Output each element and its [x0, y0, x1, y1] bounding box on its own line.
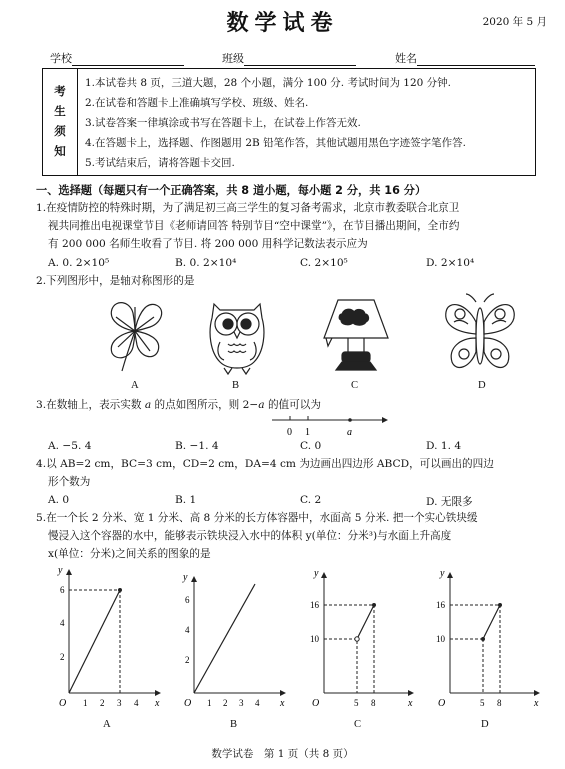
- q1-option-c: C. 2×10⁵: [300, 257, 348, 269]
- q5-label-a: A: [103, 719, 111, 730]
- exam-date: 2020 年 5 月: [482, 16, 547, 28]
- svg-text:y: y: [58, 565, 63, 576]
- svg-text:2: 2: [185, 655, 190, 665]
- svg-text:5: 5: [480, 698, 485, 708]
- notice-item: 2.在试卷和答题卡上准确填写学校、班级、姓名.: [85, 97, 309, 109]
- notice-label-char: 知: [54, 144, 66, 158]
- q5-label-c: C: [354, 719, 362, 730]
- q5-label-b: B: [230, 719, 238, 730]
- notice-item: 4.在答题卡上，选择题、作图题用 2B 铅笔作答，其他试题用黑色字迹签字笔作答.: [85, 137, 466, 149]
- q2-label-b: B: [232, 380, 240, 391]
- notice-item: 1.本试卷共 8 页，三道大题，28 个小题，满分 100 分. 考试时间为 120 分钟.: [85, 77, 452, 89]
- svg-text:2: 2: [100, 698, 105, 708]
- svg-text:y: y: [314, 568, 319, 579]
- q1-option-d: D. 2×10⁴: [426, 257, 475, 269]
- notice-item: 3.试卷答案一律填涂或书写在答题卡上，在试卷上作答无效.: [85, 117, 361, 129]
- notice-label-char: 生: [54, 104, 66, 118]
- notice-label-char: 须: [54, 124, 66, 138]
- notice-label: [43, 69, 78, 175]
- svg-text:10: 10: [436, 634, 445, 644]
- number-line-tick: 1: [305, 427, 310, 438]
- lamp-icon: [318, 294, 394, 376]
- svg-text:2: 2: [60, 652, 65, 662]
- svg-text:y: y: [183, 572, 188, 583]
- q4-option-c: C. 2: [300, 494, 322, 506]
- svg-text:3: 3: [239, 698, 244, 708]
- svg-text:16: 16: [310, 600, 319, 610]
- q2-stem: 2.下列图形中，是轴对称图形的是: [36, 275, 195, 287]
- candidate-notice-box: [42, 68, 536, 176]
- q5-stem-line: 慢浸入这个容器的水中，能够表示铁块浸入水中的体积 y(单位：分米³)与水面上升高度: [48, 530, 452, 542]
- q1-stem-line: 有 200 000 名师生收看了节目. 将 200 000 用科学记数法表示应为: [48, 238, 368, 250]
- q1-stem-line: 1.在疫情防控的特殊时期，为了满足初三高三学生的复习备考需求，北京市教委联合北京卫: [36, 202, 460, 214]
- q3-option-b: B. −1. 4: [175, 440, 219, 452]
- q3-option-d: D. 1. 4: [426, 440, 462, 452]
- notice-label-char: 考: [54, 84, 66, 98]
- q3-option-c: C. 0: [300, 440, 322, 452]
- svg-text:5: 5: [354, 698, 359, 708]
- svg-text:3: 3: [117, 698, 122, 708]
- q1-option-a: A. 0. 2×10⁵: [48, 257, 110, 269]
- svg-text:O: O: [438, 698, 446, 709]
- svg-text:y: y: [440, 568, 445, 579]
- svg-text:O: O: [184, 698, 192, 709]
- q4-option-a: A. 0: [48, 494, 70, 506]
- q2-label-d: D: [478, 380, 486, 391]
- svg-text:6: 6: [185, 595, 190, 605]
- number-line: [270, 412, 390, 440]
- svg-text:2: 2: [223, 698, 228, 708]
- q4-stem-line: 形个数为: [48, 476, 91, 488]
- q3-option-a: A. −5. 4: [48, 440, 92, 452]
- svg-text:x: x: [408, 698, 413, 709]
- graph-b: [180, 572, 290, 710]
- q4-option-b: B. 1: [175, 494, 197, 506]
- svg-text:16: 16: [436, 600, 445, 610]
- q4-option-d: D. 无限多: [426, 496, 473, 508]
- svg-text:4: 4: [134, 698, 139, 708]
- school-label: 学校: [50, 52, 72, 65]
- clover-icon: [100, 295, 170, 373]
- q5-stem-line: 5.在一个长 2 分米、宽 1 分米、高 8 分米的长方体容器中，水面高 5 分米. 把一个实心铁块缓: [36, 512, 478, 524]
- svg-text:4: 4: [185, 625, 190, 635]
- number-line-tick: 0: [287, 427, 292, 438]
- q1-option-b: B. 0. 2×10⁴: [175, 257, 237, 269]
- q5-label-d: D: [481, 719, 489, 730]
- svg-text:O: O: [59, 698, 67, 709]
- svg-text:x: x: [534, 698, 539, 709]
- q5-stem-line: x(单位：分米)之间关系的图象的是: [48, 548, 211, 560]
- svg-text:O: O: [312, 698, 320, 709]
- svg-text:8: 8: [371, 698, 376, 708]
- svg-text:4: 4: [255, 698, 260, 708]
- q2-label-a: A: [131, 380, 139, 391]
- class-field: [222, 50, 356, 66]
- graph-a: [55, 565, 165, 710]
- notice-item: 5.考试结束后，请将答题卡交回.: [85, 157, 235, 169]
- q2-label-c: C: [351, 380, 359, 391]
- svg-text:x: x: [155, 698, 160, 709]
- page-title: 数学试卷: [226, 10, 339, 36]
- svg-text:10: 10: [310, 634, 319, 644]
- graph-c: [308, 568, 418, 710]
- school-field: [50, 50, 184, 66]
- name-label: 姓名: [395, 52, 417, 65]
- owl-icon: [202, 292, 272, 376]
- class-label: 班级: [222, 52, 244, 65]
- q1-stem-line: 视共同推出电视课堂节目《老师请回答 特别节目“空中课堂”》，在节目播出期间，全市约: [48, 220, 460, 232]
- svg-text:1: 1: [207, 698, 212, 708]
- svg-text:1: 1: [83, 698, 88, 708]
- name-field: [395, 50, 535, 66]
- q3-stem: 3.在数轴上，表示实数 a 的点如图所示，则 2−a 的值可以为: [36, 399, 321, 411]
- svg-text:x: x: [280, 698, 285, 709]
- q4-stem-line: 4.以 AB=2 cm，BC=3 cm，CD=2 cm，DA=4 cm 为边画出四边形 ABCD，可以画出的四边: [36, 458, 494, 470]
- section-heading: 一、选择题（每题只有一个正确答案，共 8 道小题，每小题 2 分，共 16 分）: [36, 184, 427, 197]
- svg-text:8: 8: [497, 698, 502, 708]
- graph-d: [434, 568, 544, 710]
- butterfly-icon: [440, 292, 520, 376]
- svg-text:6: 6: [60, 585, 65, 595]
- svg-text:4: 4: [60, 618, 65, 628]
- number-line-point: a: [347, 427, 352, 438]
- page-footer: 数学试卷 第 1 页（共 8 页）: [211, 748, 354, 760]
